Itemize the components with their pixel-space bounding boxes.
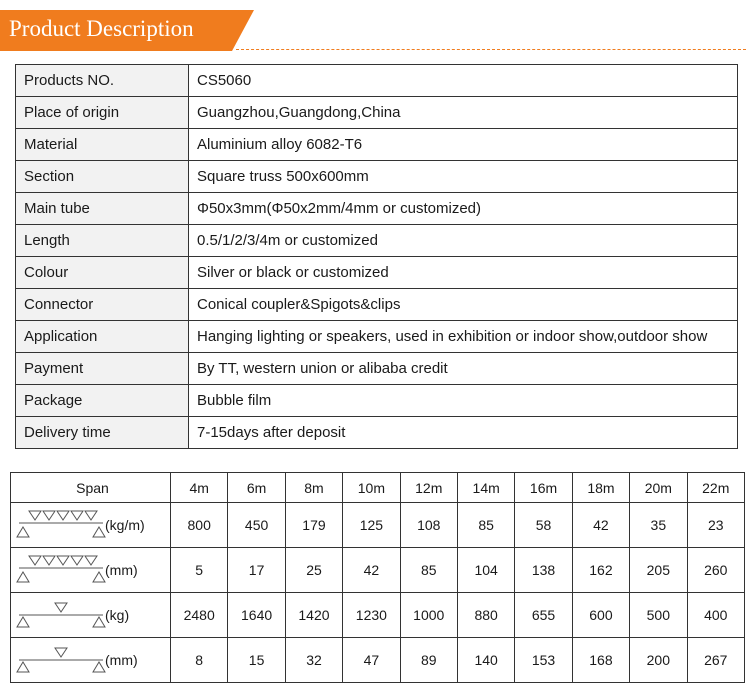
spec-key: Colour: [16, 257, 189, 289]
span-header: 8m: [285, 473, 342, 503]
load-table: [10, 472, 745, 683]
spec-row: [16, 129, 738, 161]
load-value: 125: [343, 503, 400, 548]
load-value: 42: [572, 503, 629, 548]
spec-value: Hanging lighting or speakers, used in exhibition or indoor show,outdoor show: [189, 321, 738, 353]
spec-row: [16, 65, 738, 97]
span-header: 4m: [171, 473, 228, 503]
load-row-label: [11, 638, 171, 683]
spec-key: Connector: [16, 289, 189, 321]
load-value: 140: [457, 638, 514, 683]
spec-value: Aluminium alloy 6082-T6: [189, 129, 738, 161]
spec-table: [15, 64, 738, 449]
load-row-label: [11, 503, 171, 548]
load-value: 32: [285, 638, 342, 683]
load-value: 17: [228, 548, 285, 593]
load-value: 500: [630, 593, 687, 638]
span-header: 10m: [343, 473, 400, 503]
load-value: 179: [285, 503, 342, 548]
span-header: 6m: [228, 473, 285, 503]
load-value: 1420: [285, 593, 342, 638]
span-header: 18m: [572, 473, 629, 503]
load-value: 168: [572, 638, 629, 683]
spec-value: Square truss 500x600mm: [189, 161, 738, 193]
spec-key: Place of origin: [16, 97, 189, 129]
load-value: 2480: [171, 593, 228, 638]
load-value: 260: [687, 548, 744, 593]
spec-value: 0.5/1/2/3/4m or customized: [189, 225, 738, 257]
span-header: 20m: [630, 473, 687, 503]
spec-row: [16, 193, 738, 225]
load-value: 42: [343, 548, 400, 593]
spec-key: Section: [16, 161, 189, 193]
load-value: 655: [515, 593, 572, 638]
spec-row: [16, 289, 738, 321]
load-value: 880: [457, 593, 514, 638]
spec-value: Φ50x3mm(Φ50x2mm/4mm or customized): [189, 193, 738, 225]
spec-value: CS5060: [189, 65, 738, 97]
load-value: 800: [171, 503, 228, 548]
uniform-load-icon: [15, 509, 107, 542]
load-row-label: [11, 548, 171, 593]
point-load-icon: [15, 599, 107, 632]
span-header: 14m: [457, 473, 514, 503]
load-value: 15: [228, 638, 285, 683]
spec-key: Material: [16, 129, 189, 161]
load-value: 138: [515, 548, 572, 593]
spec-key: Products NO.: [16, 65, 189, 97]
spec-value: 7-15days after deposit: [189, 417, 738, 449]
unit-label: (mm): [105, 652, 138, 668]
unit-label: (kg): [105, 607, 130, 623]
header-divider: [236, 49, 746, 50]
load-value: 47: [343, 638, 400, 683]
load-value: 89: [400, 638, 457, 683]
load-value: 450: [228, 503, 285, 548]
spec-row: [16, 257, 738, 289]
uniform-load-icon: [15, 554, 107, 587]
span-label: Span: [11, 473, 171, 503]
header-banner-notch: [232, 10, 254, 51]
load-value: 400: [687, 593, 744, 638]
page-title: Product Description: [9, 16, 194, 41]
load-value: 35: [630, 503, 687, 548]
load-value: 162: [572, 548, 629, 593]
load-value: 58: [515, 503, 572, 548]
load-row: [11, 638, 745, 683]
spec-row: [16, 97, 738, 129]
load-row: [11, 503, 745, 548]
spec-key: Payment: [16, 353, 189, 385]
span-header: 16m: [515, 473, 572, 503]
load-value: 267: [687, 638, 744, 683]
spec-value: Guangzhou,Guangdong,China: [189, 97, 738, 129]
load-value: 85: [457, 503, 514, 548]
spec-key: Main tube: [16, 193, 189, 225]
span-header: 12m: [400, 473, 457, 503]
spec-value: By TT, western union or alibaba credit: [189, 353, 738, 385]
load-value: 108: [400, 503, 457, 548]
spec-row: [16, 417, 738, 449]
spec-row: [16, 321, 738, 353]
spec-key: Application: [16, 321, 189, 353]
spec-key: Delivery time: [16, 417, 189, 449]
load-value: 104: [457, 548, 514, 593]
spec-row: [16, 225, 738, 257]
spec-row: [16, 161, 738, 193]
spec-key: Length: [16, 225, 189, 257]
spec-value: Silver or black or customized: [189, 257, 738, 289]
unit-label: (mm): [105, 562, 138, 578]
load-value: 200: [630, 638, 687, 683]
spec-value: Conical coupler&Spigots&clips: [189, 289, 738, 321]
load-value: 153: [515, 638, 572, 683]
spec-value: Bubble film: [189, 385, 738, 417]
load-table-header: [11, 473, 745, 503]
load-value: 85: [400, 548, 457, 593]
span-header: 22m: [687, 473, 744, 503]
spec-row: [16, 353, 738, 385]
point-load-icon: [15, 644, 107, 677]
load-value: 8: [171, 638, 228, 683]
load-row: [11, 593, 745, 638]
load-value: 1640: [228, 593, 285, 638]
load-value: 23: [687, 503, 744, 548]
spec-key: Package: [16, 385, 189, 417]
unit-label: (kg/m): [105, 517, 145, 533]
load-value: 600: [572, 593, 629, 638]
load-value: 5: [171, 548, 228, 593]
load-row-label: [11, 593, 171, 638]
load-value: 25: [285, 548, 342, 593]
load-value: 1000: [400, 593, 457, 638]
spec-row: [16, 385, 738, 417]
load-row: [11, 548, 745, 593]
load-value: 205: [630, 548, 687, 593]
load-value: 1230: [343, 593, 400, 638]
